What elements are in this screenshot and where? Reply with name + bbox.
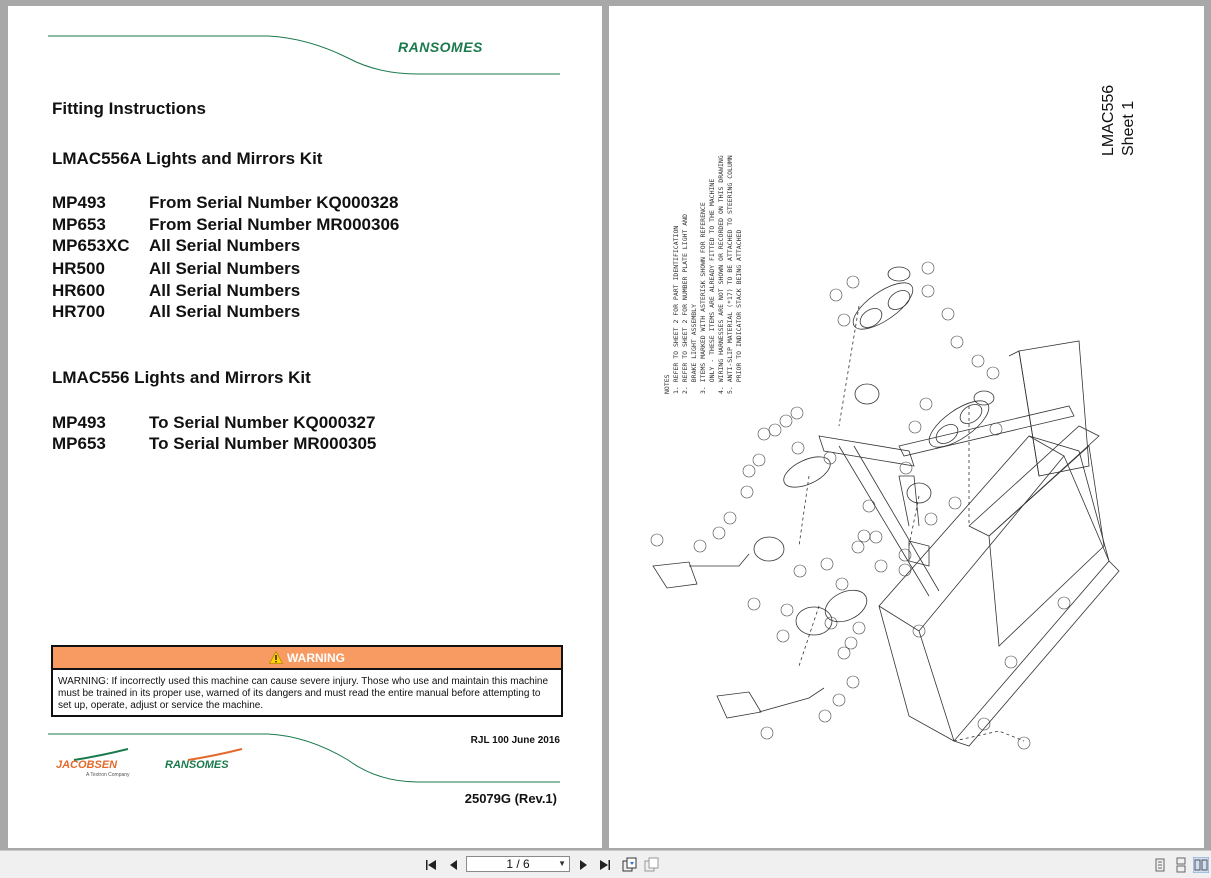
kit-b-row [52, 434, 376, 454]
two-page-view-icon[interactable] [1193, 857, 1209, 873]
kit-a-row [52, 281, 300, 301]
first-page-icon[interactable] [423, 857, 439, 873]
exploded-assembly-drawing [609, 6, 1204, 848]
model-name: MP493 [52, 413, 106, 432]
serial-range: All Serial Numbers [149, 281, 301, 300]
serial-range: From Serial Number MR000306 [149, 215, 400, 234]
page-number-field[interactable] [466, 856, 570, 872]
sheet-label: Sheet 1 [1120, 100, 1137, 156]
serial-range: To Serial Number MR000305 [149, 434, 377, 453]
kit-a-title: LMAC556A Lights and Mirrors Kit [52, 149, 323, 168]
last-page-icon[interactable] [597, 857, 613, 873]
warning-box [51, 645, 563, 717]
warning-header [53, 647, 561, 670]
kit-b-row [52, 413, 375, 433]
serial-range: From Serial Number KQ000328 [149, 193, 399, 212]
page-2-right [609, 6, 1204, 848]
prev-page-icon[interactable] [446, 857, 462, 873]
kit-a-row [52, 215, 399, 235]
page-dropdown-icon[interactable]: ▼ [558, 859, 566, 868]
drawing-notes: NOTES 1. REFER TO SHEET 2 FOR PART IDENTIFICATION 2. REFER TO SHEET 2 FOR NUMBER PLATE LIGHT AND BRAKE LIGHT ASSEMBLY 3. ITEMS MARKED WITH ASTERISK SHOWN FOR REFERENCE ONLY - THESE ITEMS ARE ALREADY FITTED TO THE MACHINE 4. WIRING HARNESSES ARE NOT SHOWN OR RECORDED ON THIS DRAWING 5. ANTI-SLIP MATERIAL (*17) TO BE ATTACHED TO STEERING COLUMN PRIOR TO INDICATOR STACK BEING ATTACHED [663, 155, 743, 394]
page-1-left [8, 6, 602, 848]
document-number: 25079G (Rev.1) [464, 791, 557, 806]
viewer-toolbar [0, 850, 1211, 878]
go-forward-icon[interactable] [643, 857, 659, 873]
ransomes-logo: RANSOMES [398, 39, 483, 55]
serial-range: All Serial Numbers [149, 302, 301, 321]
header-swoosh [8, 28, 602, 88]
serial-range: All Serial Numbers [149, 236, 301, 255]
model-name: MP653 [52, 434, 106, 453]
model-name: MP493 [52, 193, 106, 212]
warning-text: WARNING: If incorrectly used this machine can cause severe injury. Those who use and maintain this machine must be trained in its proper use, warned of its dangers and must read the entire manual before attempting to set up, operate, adjust or service the machine. [58, 676, 549, 711]
kit-a-row [52, 302, 300, 322]
kit-a-row [52, 193, 398, 213]
model-name: MP653XC [52, 236, 130, 255]
sheet-code: LMAC556 [1100, 84, 1117, 156]
jacobsen-logo: JACOBSEN [56, 759, 118, 771]
jacobsen-tagline: A Textron Company [86, 772, 130, 778]
warning-triangle-icon [269, 651, 283, 664]
next-page-icon[interactable] [575, 857, 591, 873]
model-name: HR700 [52, 302, 105, 321]
model-name: MP653 [52, 215, 106, 234]
kit-a-row [52, 259, 300, 279]
kit-a-row [52, 236, 300, 256]
continuous-view-icon[interactable] [1173, 857, 1189, 873]
page-indicator: 1 / 6 [506, 857, 530, 871]
warning-label: WARNING [287, 650, 345, 665]
page-heading: Fitting Instructions [52, 99, 206, 118]
go-back-icon[interactable] [621, 857, 637, 873]
ransomes-footer-logo: RANSOMES [165, 759, 229, 771]
serial-range: All Serial Numbers [149, 259, 301, 278]
document-date: RJL 100 June 2016 [470, 735, 560, 746]
kit-b-title: LMAC556 Lights and Mirrors Kit [52, 368, 311, 387]
serial-range: To Serial Number KQ000327 [149, 413, 376, 432]
model-name: HR600 [52, 281, 105, 300]
single-page-view-icon[interactable] [1152, 857, 1168, 873]
model-name: HR500 [52, 259, 105, 278]
